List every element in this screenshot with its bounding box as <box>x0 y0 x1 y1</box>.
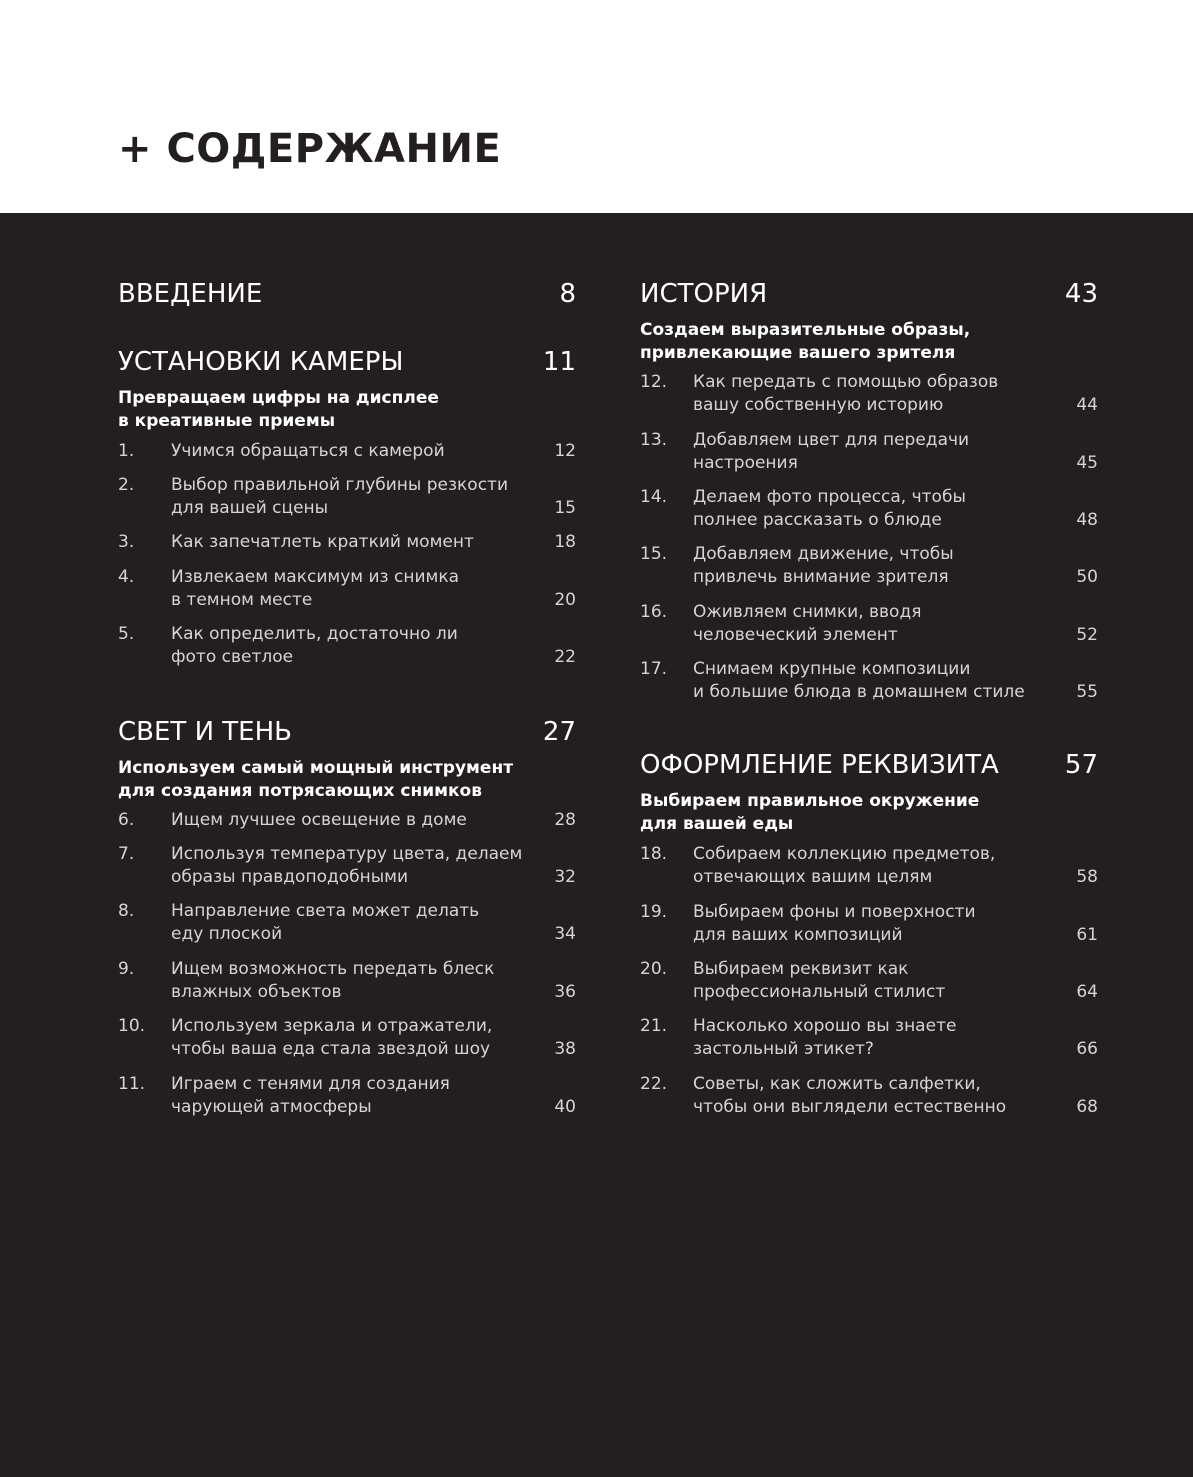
chapter-title-line: фото светлое <box>171 647 294 667</box>
chapter-entry[interactable] <box>640 429 1098 477</box>
chapter-title-line: Выбираем фоны и поверхности <box>693 902 976 922</box>
section-subtitle <box>118 387 576 433</box>
chapter-entry[interactable] <box>640 658 1098 706</box>
chapter-number: 8. <box>118 901 135 921</box>
chapter-page-number: 12 <box>554 441 576 461</box>
chapter-entry[interactable] <box>118 474 576 522</box>
section-page-number: 8 <box>559 279 576 309</box>
chapter-title-line: Насколько хорошо вы знаете <box>693 1016 957 1036</box>
chapter-title-line: Направление света может делать <box>171 901 480 921</box>
chapter-title-line: влажных объектов <box>171 982 342 1002</box>
section-title: УСТАНОВКИ КАМЕРЫ <box>118 347 404 377</box>
section-page-number: 11 <box>542 347 576 377</box>
section-heading[interactable] <box>118 342 576 382</box>
chapter-title <box>693 371 1073 417</box>
section-subtitle <box>118 757 576 803</box>
section-page-number: 27 <box>542 717 576 747</box>
chapter-title-line: еду плоской <box>171 924 283 944</box>
section-page-number: 43 <box>1064 279 1098 309</box>
chapter-title <box>693 601 1073 647</box>
chapter-title-line: чтобы ваша еда стала звездой шоу <box>171 1039 491 1059</box>
chapter-number: 18. <box>640 844 668 864</box>
chapter-page-number: 48 <box>1076 510 1098 530</box>
chapter-title-line: Используя температуру цвета, делаем <box>171 844 523 864</box>
chapter-title <box>171 474 551 520</box>
chapter-page-number: 68 <box>1076 1097 1098 1117</box>
chapter-title-line: Ищем лучшее освещение в доме <box>171 810 467 830</box>
chapter-title-line: Как передать с помощью образов <box>693 372 999 392</box>
chapter-page-number: 22 <box>554 647 576 667</box>
section-subtitle <box>640 319 1098 365</box>
section-subtitle-line: для вашей еды <box>640 814 794 834</box>
chapter-entry[interactable] <box>118 1015 576 1063</box>
chapter-entry[interactable] <box>118 900 576 948</box>
chapter-number: 3. <box>118 532 135 552</box>
chapter-entry[interactable] <box>640 1073 1098 1121</box>
chapter-number: 2. <box>118 475 135 495</box>
chapter-title <box>693 843 1073 889</box>
chapter-title-line: Выбираем реквизит как <box>693 959 909 979</box>
chapter-title <box>693 486 1073 532</box>
chapter-number: 7. <box>118 844 135 864</box>
chapter-entry[interactable] <box>640 371 1098 419</box>
chapter-entry[interactable] <box>118 566 576 614</box>
chapter-page-number: 18 <box>554 532 576 552</box>
chapter-number: 5. <box>118 624 135 644</box>
chapter-title-line: Играем с тенями для создания <box>171 1074 450 1094</box>
chapter-title <box>693 901 1073 947</box>
section-subtitle-line: в креативные приемы <box>118 411 336 431</box>
chapter-number: 12. <box>640 372 668 392</box>
chapter-page-number: 64 <box>1076 982 1098 1002</box>
chapter-title <box>693 658 1073 704</box>
chapter-page-number: 45 <box>1076 453 1098 473</box>
chapter-title-line: Добавляем цвет для передачи <box>693 430 970 450</box>
chapter-title <box>171 900 551 946</box>
chapter-title <box>171 440 551 463</box>
chapter-title-line: привлечь внимание зрителя <box>693 567 949 587</box>
chapter-title-line: Как запечатлеть краткий момент <box>171 532 474 552</box>
chapter-page-number: 20 <box>554 590 576 610</box>
chapter-title <box>693 1015 1073 1061</box>
section-subtitle-line: Используем самый мощный инструмент <box>118 758 514 778</box>
chapter-title-line: чтобы они выглядели естественно <box>693 1097 1007 1117</box>
section-subtitle-line: Превращаем цифры на дисплее <box>118 388 439 408</box>
chapter-title-line: полнее рассказать о блюде <box>693 510 942 530</box>
chapter-title-line: Извлекаем максимум из снимка <box>171 567 460 587</box>
chapter-entry[interactable] <box>118 843 576 891</box>
chapter-title-line: чарующей атмосферы <box>171 1097 372 1117</box>
chapter-entry[interactable] <box>640 958 1098 1006</box>
chapter-entry[interactable] <box>640 901 1098 949</box>
section-subtitle <box>640 790 1098 836</box>
chapter-page-number: 50 <box>1076 567 1098 587</box>
chapter-page-number: 36 <box>554 982 576 1002</box>
section-subtitle-line: Выбираем правильное окружение <box>640 791 980 811</box>
chapter-title <box>171 958 551 1004</box>
chapter-title-line: образы правдоподобными <box>171 867 409 887</box>
chapter-title <box>693 958 1073 1004</box>
chapter-title-line: Снимаем крупные композиции <box>693 659 971 679</box>
chapter-title <box>171 1073 551 1119</box>
chapter-entry[interactable] <box>118 623 576 671</box>
section-subtitle-line: привлекающие вашего зрителя <box>640 343 956 363</box>
toc-panel <box>0 213 1193 1477</box>
chapter-page-number: 66 <box>1076 1039 1098 1059</box>
section-heading[interactable] <box>118 274 576 314</box>
chapter-page-number: 15 <box>554 498 576 518</box>
chapter-number: 14. <box>640 487 668 507</box>
section-title: ВВЕДЕНИЕ <box>118 279 263 309</box>
chapter-title <box>171 566 551 612</box>
chapter-title-line: для вашей сцены <box>171 498 329 518</box>
chapter-title <box>171 531 551 554</box>
chapter-number: 22. <box>640 1074 668 1094</box>
chapter-title-line: Используем зеркала и отражатели, <box>171 1016 493 1036</box>
chapter-title <box>171 843 551 889</box>
chapter-page-number: 38 <box>554 1039 576 1059</box>
chapter-number: 9. <box>118 959 135 979</box>
chapter-entry[interactable] <box>640 486 1098 534</box>
chapter-entry[interactable] <box>640 1015 1098 1063</box>
section-heading[interactable] <box>640 745 1098 785</box>
chapter-title-line: Делаем фото процесса, чтобы <box>693 487 966 507</box>
chapter-page-number: 58 <box>1076 867 1098 887</box>
chapter-number: 13. <box>640 430 668 450</box>
chapter-title-line: Выбор правильной глубины резкости <box>171 475 508 495</box>
chapter-title <box>171 1015 551 1061</box>
chapter-number: 19. <box>640 902 668 922</box>
chapter-entry[interactable] <box>640 843 1098 891</box>
chapter-page-number: 61 <box>1076 925 1098 945</box>
chapter-title-line: Ищем возможность передать блеск <box>171 959 495 979</box>
chapter-title-line: человеческий элемент <box>693 625 898 645</box>
chapter-title-line: Советы, как сложить салфетки, <box>693 1074 981 1094</box>
section-subtitle-line: Создаем выразительные образы, <box>640 320 971 340</box>
chapter-number: 15. <box>640 544 668 564</box>
chapter-title-line: Как определить, достаточно ли <box>171 624 458 644</box>
chapter-number: 6. <box>118 810 135 830</box>
chapter-title-line: для ваших композиций <box>693 925 903 945</box>
section-title: ИСТОРИЯ <box>640 279 768 309</box>
chapter-page-number: 44 <box>1076 395 1098 415</box>
section-page-number: 57 <box>1064 750 1098 780</box>
section-heading[interactable] <box>118 712 576 752</box>
section-subtitle-line: для создания потрясающих снимков <box>118 781 482 801</box>
chapter-title <box>171 623 551 669</box>
chapter-title-line: в темном месте <box>171 590 313 610</box>
page-header <box>0 0 1193 213</box>
chapter-title-line: профессиональный стилист <box>693 982 946 1002</box>
chapter-entry[interactable] <box>118 1073 576 1121</box>
chapter-title-line: и большие блюда в домашнем стиле <box>693 682 1025 702</box>
chapter-title-line: Собираем коллекцию предметов, <box>693 844 996 864</box>
chapter-title-line: отвечающих вашим целям <box>693 867 933 887</box>
section-heading[interactable] <box>640 274 1098 314</box>
chapter-page-number: 34 <box>554 924 576 944</box>
chapter-page-number: 52 <box>1076 625 1098 645</box>
chapter-number: 4. <box>118 567 135 587</box>
chapter-page-number: 32 <box>554 867 576 887</box>
chapter-number: 16. <box>640 602 668 622</box>
chapter-title <box>693 1073 1073 1119</box>
chapter-page-number: 40 <box>554 1097 576 1117</box>
chapter-title-line: Учимся обращаться с камерой <box>171 441 445 461</box>
chapter-number: 17. <box>640 659 668 679</box>
chapter-title-line: Добавляем движение, чтобы <box>693 544 954 564</box>
page-title: + СОДЕРЖАНИЕ <box>118 126 502 172</box>
chapter-title <box>693 429 1073 475</box>
chapter-page-number: 55 <box>1076 682 1098 702</box>
chapter-number: 20. <box>640 959 668 979</box>
chapter-entry[interactable] <box>640 543 1098 591</box>
chapter-number: 1. <box>118 441 135 461</box>
chapter-number: 10. <box>118 1016 146 1036</box>
section-title: ОФОРМЛЕНИЕ РЕКВИЗИТА <box>640 750 999 780</box>
chapter-page-number: 28 <box>554 810 576 830</box>
section-title: СВЕТ И ТЕНЬ <box>118 717 292 747</box>
chapter-title <box>171 809 551 832</box>
chapter-title-line: настроения <box>693 453 798 473</box>
chapter-title <box>693 543 1073 589</box>
chapter-entry[interactable] <box>118 958 576 1006</box>
chapter-number: 11. <box>118 1074 146 1094</box>
chapter-title-line: Оживляем снимки, вводя <box>693 602 922 622</box>
chapter-title-line: вашу собственную историю <box>693 395 944 415</box>
chapter-title-line: застольный этикет? <box>693 1039 874 1059</box>
chapter-entry[interactable] <box>640 601 1098 649</box>
chapter-number: 21. <box>640 1016 668 1036</box>
